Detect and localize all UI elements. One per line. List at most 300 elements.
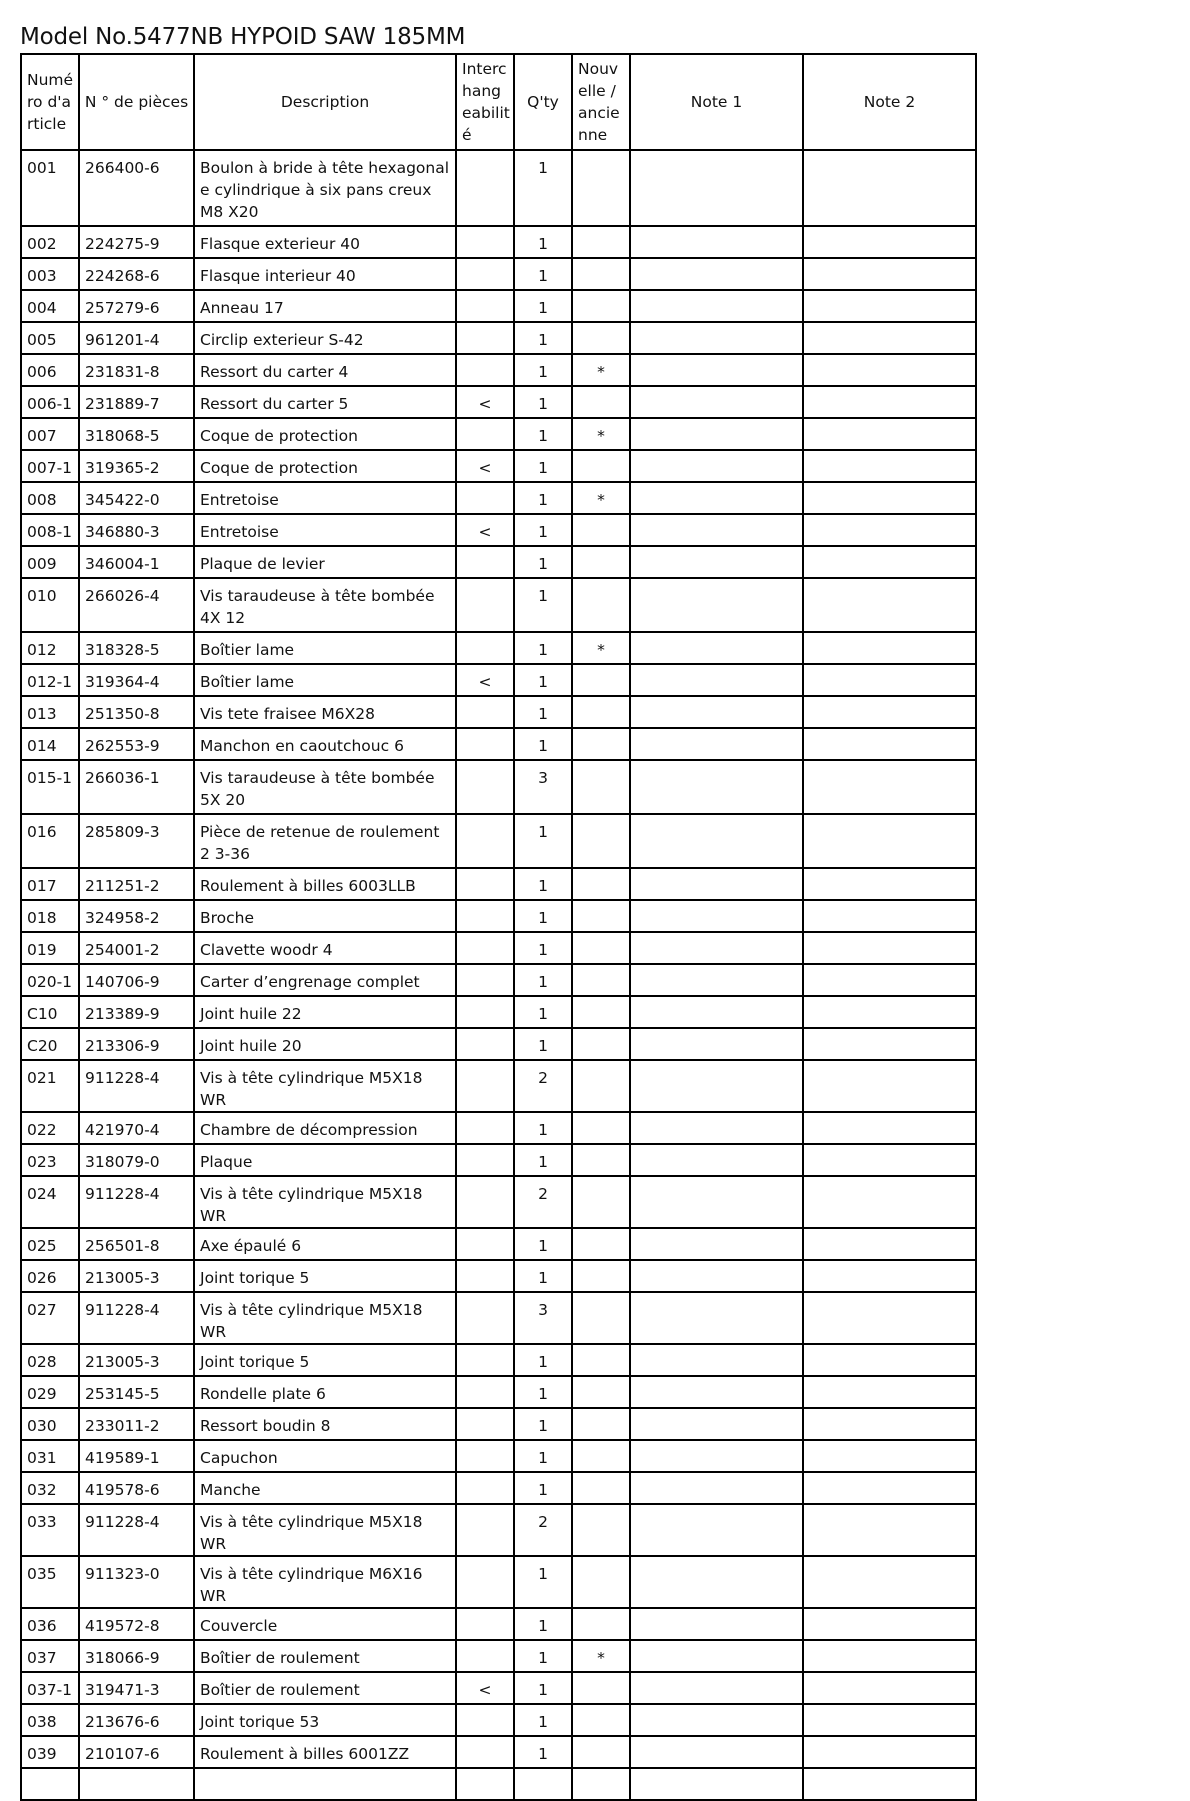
cell-note-1 [630,322,803,354]
cell-item-no: 009 [21,546,79,578]
header-part-no: N ° de pièces [79,54,194,150]
cell-part-no: 324958-2 [79,900,194,932]
cell-part-no: 224275-9 [79,226,194,258]
cell-item-no: 026 [21,1260,79,1292]
cell-note-1 [630,546,803,578]
cell-new-old [572,1060,630,1112]
cell-item-no: C10 [21,996,79,1028]
cell-note-1 [630,868,803,900]
cell-new-old [572,258,630,290]
cell-part-no: 911228-4 [79,1504,194,1556]
cell-note-1 [630,1228,803,1260]
cell-note-2 [803,150,976,226]
cell-interchangeability [456,418,514,450]
cell-description: Clavette woodr 4 [194,932,456,964]
cell-qty: 1 [514,1672,572,1704]
cell-note-2 [803,322,976,354]
cell-new-old [572,996,630,1028]
cell-new-old [572,1704,630,1736]
header-qty: Q'ty [514,54,572,150]
cell-interchangeability: < [456,450,514,482]
table-row [21,1260,976,1292]
cell-interchangeability: < [456,514,514,546]
cell-interchangeability [456,1060,514,1112]
cell-note-2 [803,1408,976,1440]
table-row [21,1228,976,1260]
cell-note-2 [803,760,976,814]
cell-interchangeability [456,1408,514,1440]
cell-note-1 [630,900,803,932]
table-row [21,996,976,1028]
cell-qty: 1 [514,814,572,868]
cell-item-no: 037 [21,1640,79,1672]
table-row [21,868,976,900]
cell-interchangeability [456,1260,514,1292]
cell-qty: 1 [514,696,572,728]
cell-qty: 1 [514,1228,572,1260]
cell-note-1 [630,1344,803,1376]
cell-interchangeability [456,1736,514,1768]
cell-part-no: 266026-4 [79,578,194,632]
cell-qty: 1 [514,354,572,386]
cell-part-no: 256501-8 [79,1228,194,1260]
parts-table-body [21,150,976,1800]
cell-note-1 [630,1440,803,1472]
cell-qty: 1 [514,450,572,482]
cell-note-2 [803,1472,976,1504]
header-new-old: Nouv elle / ancie nne [572,54,630,150]
table-row [21,696,976,728]
cell-note-2 [803,1292,976,1344]
cell-item-no: 035 [21,1556,79,1608]
header-description: Description [194,54,456,150]
cell-item-no: 029 [21,1376,79,1408]
cell-description: Coque de protection [194,450,456,482]
cell-item-no: 033 [21,1504,79,1556]
cell-part-no: 421970-4 [79,1112,194,1144]
cell-description: Roulement à billes 6003LLB [194,868,456,900]
cell-description: Manche [194,1472,456,1504]
cell-new-old [572,1176,630,1228]
cell-note-2 [803,1736,976,1768]
cell-item-no: 008-1 [21,514,79,546]
page-title: Model No.5477NB HYPOID SAW 185MM [20,24,466,50]
cell-item-no: 037-1 [21,1672,79,1704]
cell-note-1 [630,1640,803,1672]
cell-qty: 1 [514,1640,572,1672]
table-row [21,1640,976,1672]
cell-note-1 [630,1704,803,1736]
cell-part-no: 262553-9 [79,728,194,760]
cell-new-old [572,1408,630,1440]
cell-item-no: 006 [21,354,79,386]
table-row [21,578,976,632]
cell-new-old [572,150,630,226]
table-row [21,1144,976,1176]
cell-interchangeability [456,868,514,900]
cell-note-2 [803,996,976,1028]
cell-note-1 [630,964,803,996]
cell-note-1 [630,1144,803,1176]
cell-interchangeability [456,1556,514,1608]
cell-description: Joint torique 5 [194,1344,456,1376]
cell-note-1 [630,290,803,322]
cell-description: Plaque [194,1144,456,1176]
cell-qty: 1 [514,1376,572,1408]
cell-note-1 [630,664,803,696]
table-row [21,150,976,226]
cell-note-1 [630,1472,803,1504]
cell-item-no: 015-1 [21,760,79,814]
cell-note-2 [803,482,976,514]
cell-new-old [572,696,630,728]
cell-note-2 [803,1260,976,1292]
cell-description: Boulon à bride à tête hexagonal e cylindrique à six pans creux M8 X20 [194,150,456,226]
cell-note-1 [630,450,803,482]
cell-note-2 [803,1028,976,1060]
cell-note-2 [803,1144,976,1176]
cell-item-no: 007-1 [21,450,79,482]
cell-interchangeability [456,546,514,578]
cell-note-2 [803,664,976,696]
cell-new-old [572,1260,630,1292]
cell-description: Flasque interieur 40 [194,258,456,290]
cell-note-2 [803,1344,976,1376]
cell-part-no: 318328-5 [79,632,194,664]
cell-part-no: 319471-3 [79,1672,194,1704]
cell-note-2 [803,1672,976,1704]
cell-interchangeability [456,632,514,664]
cell-part-no: 213676-6 [79,1704,194,1736]
table-row [21,1292,976,1344]
cell-qty: 1 [514,868,572,900]
cell-note-1 [630,696,803,728]
cell-interchangeability [456,1176,514,1228]
cell-item-no: 004 [21,290,79,322]
cell-interchangeability [456,258,514,290]
cell-part-no: 911228-4 [79,1176,194,1228]
cell-note-2 [803,1704,976,1736]
cell-interchangeability [456,996,514,1028]
cell-note-1 [630,1736,803,1768]
cell-interchangeability [456,900,514,932]
cell-interchangeability [456,1640,514,1672]
cell-description: Joint huile 20 [194,1028,456,1060]
cell-interchangeability [456,696,514,728]
cell-note-2 [803,354,976,386]
cell-part-no: 318079-0 [79,1144,194,1176]
cell-qty: 1 [514,632,572,664]
cell-part-no: 254001-2 [79,932,194,964]
cell-note-2 [803,450,976,482]
cell-part-no: 266400-6 [79,150,194,226]
cell-interchangeability [456,1704,514,1736]
cell-description: Capuchon [194,1440,456,1472]
cell-interchangeability [456,760,514,814]
empty-cell [79,1768,194,1800]
table-row [21,1472,976,1504]
cell-description: Chambre de décompression [194,1112,456,1144]
cell-note-1 [630,150,803,226]
cell-qty: 1 [514,258,572,290]
cell-new-old [572,386,630,418]
cell-qty: 1 [514,1344,572,1376]
cell-qty: 1 [514,932,572,964]
cell-note-2 [803,1176,976,1228]
table-row [21,354,976,386]
cell-description: Joint torique 5 [194,1260,456,1292]
cell-interchangeability [456,1344,514,1376]
cell-description: Joint huile 22 [194,996,456,1028]
cell-qty: 1 [514,226,572,258]
cell-qty: 1 [514,578,572,632]
cell-note-2 [803,1440,976,1472]
cell-part-no: 319364-4 [79,664,194,696]
header-item-no: Numé ro d'a rticle [21,54,79,150]
cell-note-1 [630,1176,803,1228]
cell-note-2 [803,418,976,450]
cell-interchangeability: < [456,1672,514,1704]
cell-qty: 2 [514,1504,572,1556]
table-row [21,1408,976,1440]
cell-note-2 [803,632,976,664]
cell-note-2 [803,932,976,964]
cell-description: Roulement à billes 6001ZZ [194,1736,456,1768]
parts-table [20,53,977,1801]
cell-note-1 [630,932,803,964]
cell-part-no: 213389-9 [79,996,194,1028]
table-row [21,728,976,760]
cell-item-no: 017 [21,868,79,900]
cell-item-no: 023 [21,1144,79,1176]
cell-note-1 [630,578,803,632]
cell-note-2 [803,226,976,258]
cell-description: Boîtier lame [194,664,456,696]
table-row [21,1344,976,1376]
cell-note-1 [630,418,803,450]
cell-part-no: 911228-4 [79,1292,194,1344]
table-row [21,386,976,418]
cell-new-old [572,1344,630,1376]
cell-item-no: 030 [21,1408,79,1440]
cell-note-2 [803,814,976,868]
cell-description: Ressort boudin 8 [194,1408,456,1440]
cell-description: Ressort du carter 4 [194,354,456,386]
cell-description: Vis à tête cylindrique M5X18 WR [194,1176,456,1228]
cell-qty: 1 [514,1704,572,1736]
cell-item-no: 010 [21,578,79,632]
cell-note-2 [803,1608,976,1640]
cell-description: Couvercle [194,1608,456,1640]
cell-item-no: 012 [21,632,79,664]
cell-note-1 [630,482,803,514]
cell-new-old [572,546,630,578]
cell-description: Pièce de retenue de roulement 2 3-36 [194,814,456,868]
cell-note-2 [803,1504,976,1556]
cell-new-old [572,1028,630,1060]
cell-part-no: 318068-5 [79,418,194,450]
cell-note-2 [803,546,976,578]
cell-qty: 1 [514,1028,572,1060]
cell-new-old [572,1472,630,1504]
cell-new-old [572,514,630,546]
cell-part-no: 346004-1 [79,546,194,578]
cell-description: Carter d’engrenage complet [194,964,456,996]
cell-part-no: 257279-6 [79,290,194,322]
cell-part-no: 210107-6 [79,1736,194,1768]
cell-item-no: 013 [21,696,79,728]
cell-note-1 [630,1292,803,1344]
cell-description: Vis tete fraisee M6X28 [194,696,456,728]
table-row [21,1060,976,1112]
cell-qty: 1 [514,728,572,760]
cell-description: Joint torique 53 [194,1704,456,1736]
cell-item-no: 012-1 [21,664,79,696]
cell-description: Circlip exterieur S-42 [194,322,456,354]
cell-description: Vis à tête cylindrique M5X18 WR [194,1060,456,1112]
cell-qty: 1 [514,514,572,546]
cell-note-2 [803,964,976,996]
cell-item-no: 027 [21,1292,79,1344]
cell-note-2 [803,1060,976,1112]
cell-part-no: 140706-9 [79,964,194,996]
cell-note-1 [630,354,803,386]
cell-part-no: 231831-8 [79,354,194,386]
cell-note-2 [803,514,976,546]
cell-interchangeability: < [456,664,514,696]
cell-new-old [572,450,630,482]
header-interchangeability: Interc hang eabilit é [456,54,514,150]
cell-new-old: * [572,418,630,450]
cell-part-no: 213005-3 [79,1344,194,1376]
table-row [21,482,976,514]
cell-qty: 1 [514,150,572,226]
cell-part-no: 251350-8 [79,696,194,728]
cell-item-no: 032 [21,1472,79,1504]
cell-item-no: 006-1 [21,386,79,418]
cell-note-1 [630,728,803,760]
cell-part-no: 285809-3 [79,814,194,868]
cell-qty: 1 [514,1112,572,1144]
cell-qty: 1 [514,664,572,696]
cell-description: Coque de protection [194,418,456,450]
empty-cell [456,1768,514,1800]
cell-new-old [572,1504,630,1556]
cell-interchangeability [456,1504,514,1556]
cell-item-no: 028 [21,1344,79,1376]
table-row [21,1440,976,1472]
cell-description: Boîtier de roulement [194,1640,456,1672]
table-row [21,1112,976,1144]
table-row [21,760,976,814]
cell-note-2 [803,1112,976,1144]
cell-qty: 1 [514,1736,572,1768]
cell-item-no: 021 [21,1060,79,1112]
cell-part-no: 419578-6 [79,1472,194,1504]
cell-note-2 [803,386,976,418]
cell-interchangeability [456,226,514,258]
cell-new-old: * [572,354,630,386]
cell-qty: 1 [514,482,572,514]
table-row [21,814,976,868]
table-row [21,900,976,932]
table-row [21,514,976,546]
cell-interchangeability [456,354,514,386]
cell-item-no: 022 [21,1112,79,1144]
empty-cell [572,1768,630,1800]
empty-cell [630,1768,803,1800]
cell-note-1 [630,386,803,418]
cell-new-old: * [572,1640,630,1672]
cell-qty: 1 [514,1144,572,1176]
table-row [21,1376,976,1408]
cell-part-no: 345422-0 [79,482,194,514]
cell-new-old [572,1228,630,1260]
cell-interchangeability [456,482,514,514]
cell-interchangeability [456,1376,514,1408]
cell-interchangeability [456,814,514,868]
cell-note-1 [630,1060,803,1112]
cell-new-old [572,1608,630,1640]
table-row [21,932,976,964]
cell-item-no: 036 [21,1608,79,1640]
cell-part-no: 319365-2 [79,450,194,482]
cell-description: Vis taraudeuse à tête bombée 5X 20 [194,760,456,814]
cell-qty: 3 [514,760,572,814]
cell-note-1 [630,258,803,290]
table-row [21,418,976,450]
cell-part-no: 961201-4 [79,322,194,354]
cell-qty: 1 [514,418,572,450]
cell-item-no: 005 [21,322,79,354]
cell-interchangeability [456,932,514,964]
cell-note-1 [630,814,803,868]
cell-description: Rondelle plate 6 [194,1376,456,1408]
cell-note-1 [630,1112,803,1144]
cell-qty: 1 [514,900,572,932]
cell-interchangeability [456,1440,514,1472]
cell-item-no: 031 [21,1440,79,1472]
table-row [21,1608,976,1640]
cell-qty: 2 [514,1176,572,1228]
cell-note-1 [630,1672,803,1704]
cell-note-1 [630,632,803,664]
cell-description: Manchon en caoutchouc 6 [194,728,456,760]
table-row [21,226,976,258]
cell-part-no: 211251-2 [79,868,194,900]
cell-new-old: * [572,482,630,514]
table-row [21,450,976,482]
table-row [21,1504,976,1556]
cell-description: Entretoise [194,482,456,514]
cell-qty: 1 [514,386,572,418]
cell-description: Anneau 17 [194,290,456,322]
table-row [21,258,976,290]
cell-item-no: 039 [21,1736,79,1768]
cell-new-old [572,1672,630,1704]
cell-new-old [572,1144,630,1176]
cell-note-2 [803,1556,976,1608]
cell-description: Boîtier de roulement [194,1672,456,1704]
cell-note-1 [630,226,803,258]
cell-description: Boîtier lame [194,632,456,664]
cell-new-old [572,868,630,900]
header-note-1: Note 1 [630,54,803,150]
cell-interchangeability [456,322,514,354]
cell-item-no: 019 [21,932,79,964]
cell-item-no: 007 [21,418,79,450]
cell-new-old [572,1736,630,1768]
